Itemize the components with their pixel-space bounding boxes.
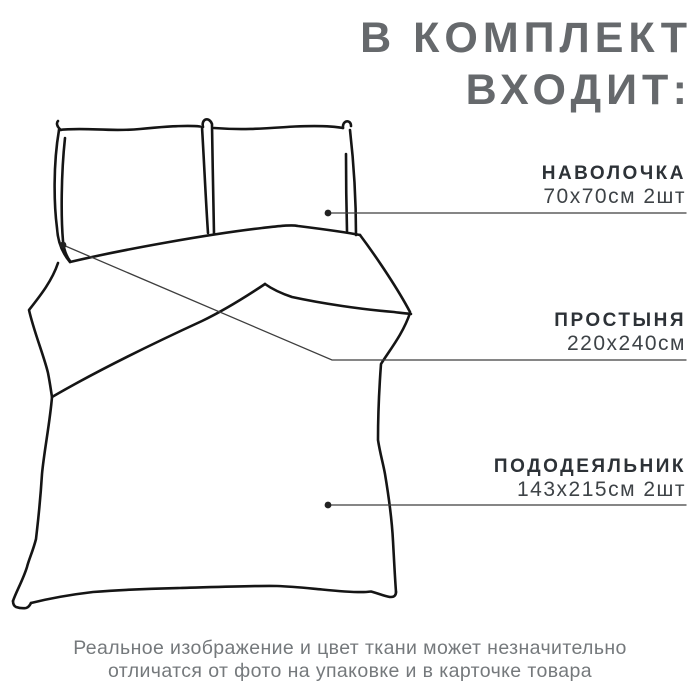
- disclaimer: [0, 637, 700, 682]
- right-pillow-corner-tie: [343, 121, 351, 128]
- right-pillow-right-outer: [350, 130, 356, 235]
- disclaimer-line2: отличатся от фото на упаковке и в карточке товара: [107, 659, 592, 682]
- duvet-fold-left: [52, 284, 265, 397]
- item-pillowcase-name: НАВОЛОЧКА: [541, 163, 686, 184]
- item-sheet: [554, 309, 686, 356]
- duvet-bottom-edge: [31, 586, 396, 603]
- item-duvet-cover: [494, 455, 686, 502]
- page-title-line1: В КОМПЛЕКТ: [360, 14, 692, 62]
- callout-dot-sheet: [60, 242, 67, 249]
- callout-dot-pillowcase: [325, 210, 332, 217]
- bed-outline: [13, 119, 411, 608]
- item-pillowcase: [542, 162, 686, 209]
- mattress-right-top-edge: [360, 235, 410, 312]
- item-sheet-size: 220х240см: [566, 332, 686, 355]
- left-pillow-top-edge: [57, 121, 200, 130]
- duvet-bottom-left-corner: [13, 601, 31, 608]
- duvet-left-edge: [13, 263, 58, 601]
- callout-dot-duvet: [325, 502, 332, 509]
- item-duvet-cover-size: 143х215см 2шт: [517, 478, 686, 501]
- page-title-line2: ВХОДИТ:: [465, 66, 692, 114]
- item-sheet-name: ПРОСТЫНЯ: [554, 310, 686, 331]
- item-pillowcase-size: 70х70см 2шт: [543, 185, 686, 208]
- duvet-fold-right: [265, 284, 411, 314]
- item-duvet-cover-name: ПОДОДЕЯЛЬНИК: [493, 456, 686, 477]
- disclaimer-line1: Реальное изображение и цвет ткани может незначительно: [73, 637, 627, 659]
- page-title: [360, 12, 692, 116]
- right-pillow-top-edge: [214, 126, 343, 129]
- pillow-gap-tie: [203, 119, 212, 127]
- pillow-gap-right-line: [212, 125, 214, 234]
- right-pillow-right-inner: [346, 154, 347, 231]
- pillow-gap-left-line: [202, 127, 208, 233]
- duvet-right-edge: [378, 313, 410, 592]
